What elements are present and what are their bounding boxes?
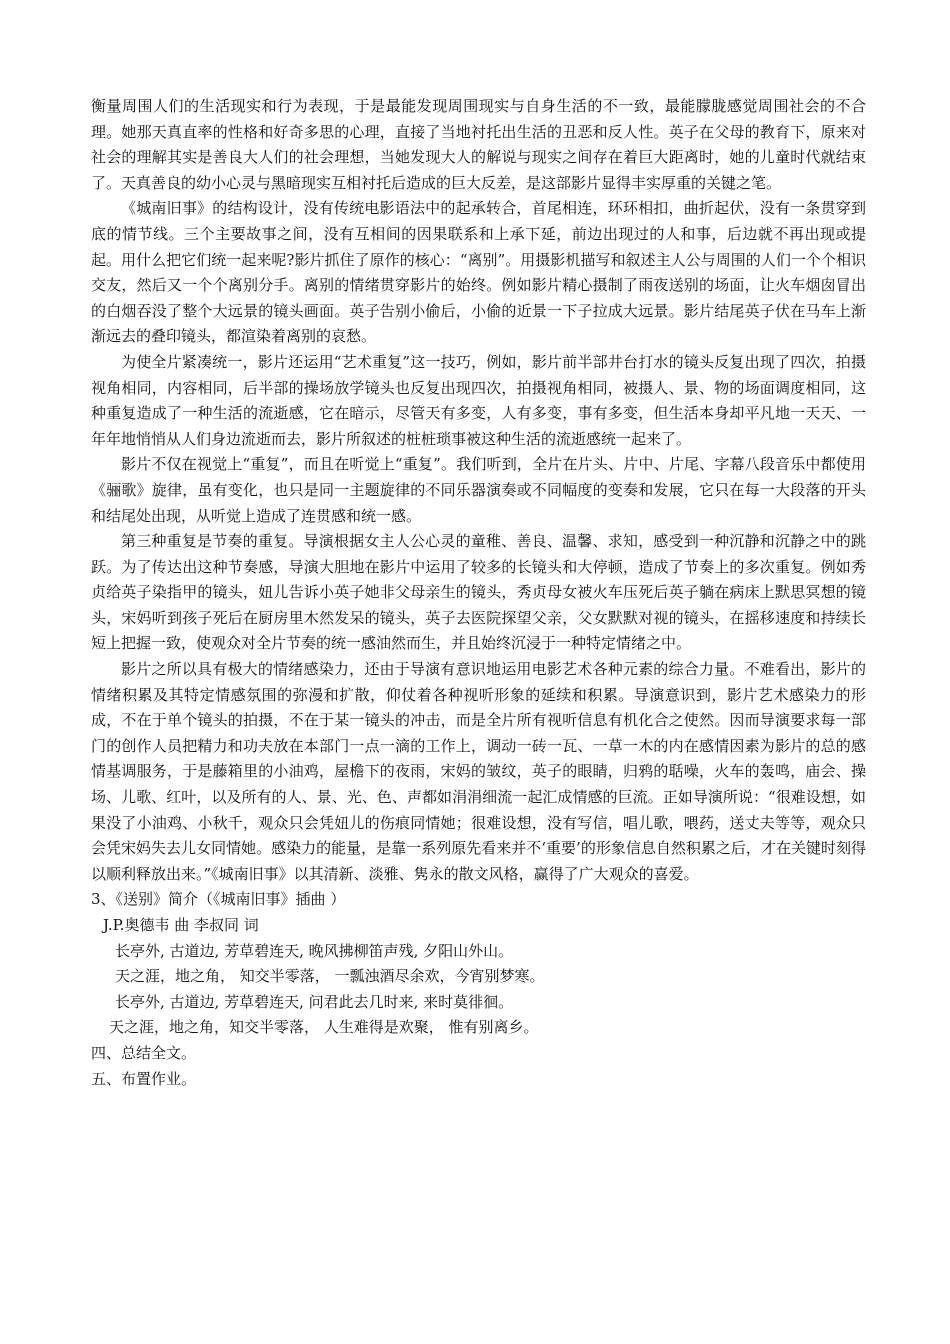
lyric-line-1: 长亭外, 古道边, 芳草碧连天, 晚风拂柳笛声残, 夕阳山外山。 [115, 941, 514, 960]
lyric-line-2: 天之涯，地之角， 知交半零落， 一瓢浊酒尽余欢，今宵别梦寒。 [115, 967, 545, 986]
paragraph-emotional-power: 影片之所以具有极大的情绪感染力，还由于导演有意识地运用电影艺术各种元素的综合力量。不难看出，影片的情绪积累及其特定情感氛围的弥漫和扩散，仰仗着各种视听形象的延续和积累。导演意识到，影片艺术感染力的形成，不在于单个镜头的拍摄，不在于某一镜头的冲击，而是全片所有视听信息有机化合之使然。因而导演要求每一部门的创作人员把精力和功夫放在本部门一点一滴的工作上，调动一砖一瓦、一草一木的内在感情因素为影片的总的感情基调服务，于是藤箱里的小油鸡，屋檐下的夜雨，宋妈的皱纹，英子的眼睛，归鸦的聒噪，火车的轰鸣，庙会、操场、儿歌、红叶，以及所有的人、景、光、色、声都如涓涓细流一起汇成情感的巨流。正如导演所说：“很难设想，如果没了小油鸡、小秋千，观众只会凭妞儿的伤痕同情她；很难设想，没有写信，唱儿歌，喂药，送丈夫等等，观众只会凭宋妈失去儿女同情她。感染力的能量，是靠一系列原先看来并不‘重要’的形象信息自然积累之后，才在关键时刻得以顺利释放出来。”《城南旧事》以其清新、淡雅、隽永的散文风格，赢得了广大观众的喜爱。 [91, 660, 866, 883]
section-5-heading: 五、布置作业。 [91, 1069, 197, 1088]
document-page [91, 94, 866, 1092]
paragraph-rhythm-repetition: 第三种重复是节奏的重复。导演根据女主人公心灵的童稚、善良、温馨、求知，感受到一种沉静和沉静之中的跳跃。为了传达出这种节奏感，导演大胆地在影片中运用了较多的长镜头和大停顿，造成了节奏上的多次重复。例如秀贞给英子染指甲的镜头，妞儿告诉小英子她非父母亲生的镜头，秀贞母女被火车压死后英子躺在病床上默思冥想的镜头，宋妈听到孩子死后在厨房里木然发呆的镜头，英子去医院探望父亲，父女默默对视的镜头，在摇移速度和持续长短上把握一致，使观众对全片节奏的统一感油然而生，并且始终沉浸于一种特定情绪之中。 [91, 532, 866, 653]
lyric-line-4: 天之涯，地之角，知交半零落， 人生难得是欢聚， 惟有别离乡。 [109, 1018, 539, 1037]
paragraph-structure: 《城南旧事》的结构设计，没有传统电影语法中的起承转合，首尾相连，环环相扣，曲折起伏，没有一条贯穿到底的情节线。三个主要故事之间，没有互相间的因果联系和上承下延，前边出现过的人和事，后边就不再出现或提起。用什么把它们统一起来呢?影片抓住了原作的核心：“离别”。用摄影机描写和叙述主人公与周围的人们一个个相识交友，然后又一个个离别分手。离别的情绪贯穿影片的始终。例如影片精心摄制了雨夜送别的场面，让火车烟囱冒出的白烟吞没了整个大远景的镜头画面。英子告别小偷后，小偷的近景一下子拉成大远景。影片结尾英子伏在马车上渐渐远去的叠印镜头，都渲染着离别的哀愁。 [91, 199, 866, 346]
song-credit: J.P.奥德韦 曲 李叔同 词 [103, 916, 259, 934]
paragraph-audio-repetition: 影片不仅在视觉上“重复”，而且在听觉上“重复”。我们听到，全片在片头、片中、片尾、字幕八段音乐中都使用《骊歌》旋律，虽有变化，也只是同一主题旋律的不同乐器演奏或不同幅度的变奏和发展，它只在每一大段落的开头和结尾处出现，从听觉上造成了连贯感和统一感。 [91, 455, 866, 525]
section-4-heading: 四、总结全文。 [91, 1043, 197, 1062]
paragraph-intro-continued: 衡量周围人们的生活现实和行为表现，于是最能发现周围现实与自身生活的不一致，最能朦胧感觉周围社会的不合理。她那天真直率的性格和好奇多思的心理，直接了当地衬托出生活的丑恶和反人性。英子在父母的教育下，原来对社会的理解其实是善良大人们的社会理想，当她发现大人的解说与现实之间存在着巨大距离时，她的儿童时代就结束了。天真善良的幼小心灵与黑暗现实互相衬托后造成的巨大反差，是这部影片显得丰实厚重的关键之笔。 [91, 97, 866, 192]
lyric-line-3: 长亭外, 古道边, 芳草碧连天, 问君此去几时来, 来时莫徘徊。 [115, 992, 514, 1011]
paragraph-artistic-repetition: 为使全片紧凑统一，影片还运用“艺术重复”这一技巧，例如，影片前半部井台打水的镜头反复出现了四次，拍摄视角相同，内容相同，后半部的操场放学镜头也反复出现四次，拍摄视角相同，被摄人、景、物的场面调度相同，这种重复造成了一种生活的流逝感，它在暗示，尽管天有多变，人有多变，事有多变，但生活本身却平凡地一天天、一年年地悄悄从人们身边流逝而去，影片所叙述的桩桩琐事被这种生活的流逝感统一起来了。 [91, 352, 866, 448]
section-3-heading: 3、《送别》简介（《城南旧事》插曲 ） [91, 890, 346, 909]
